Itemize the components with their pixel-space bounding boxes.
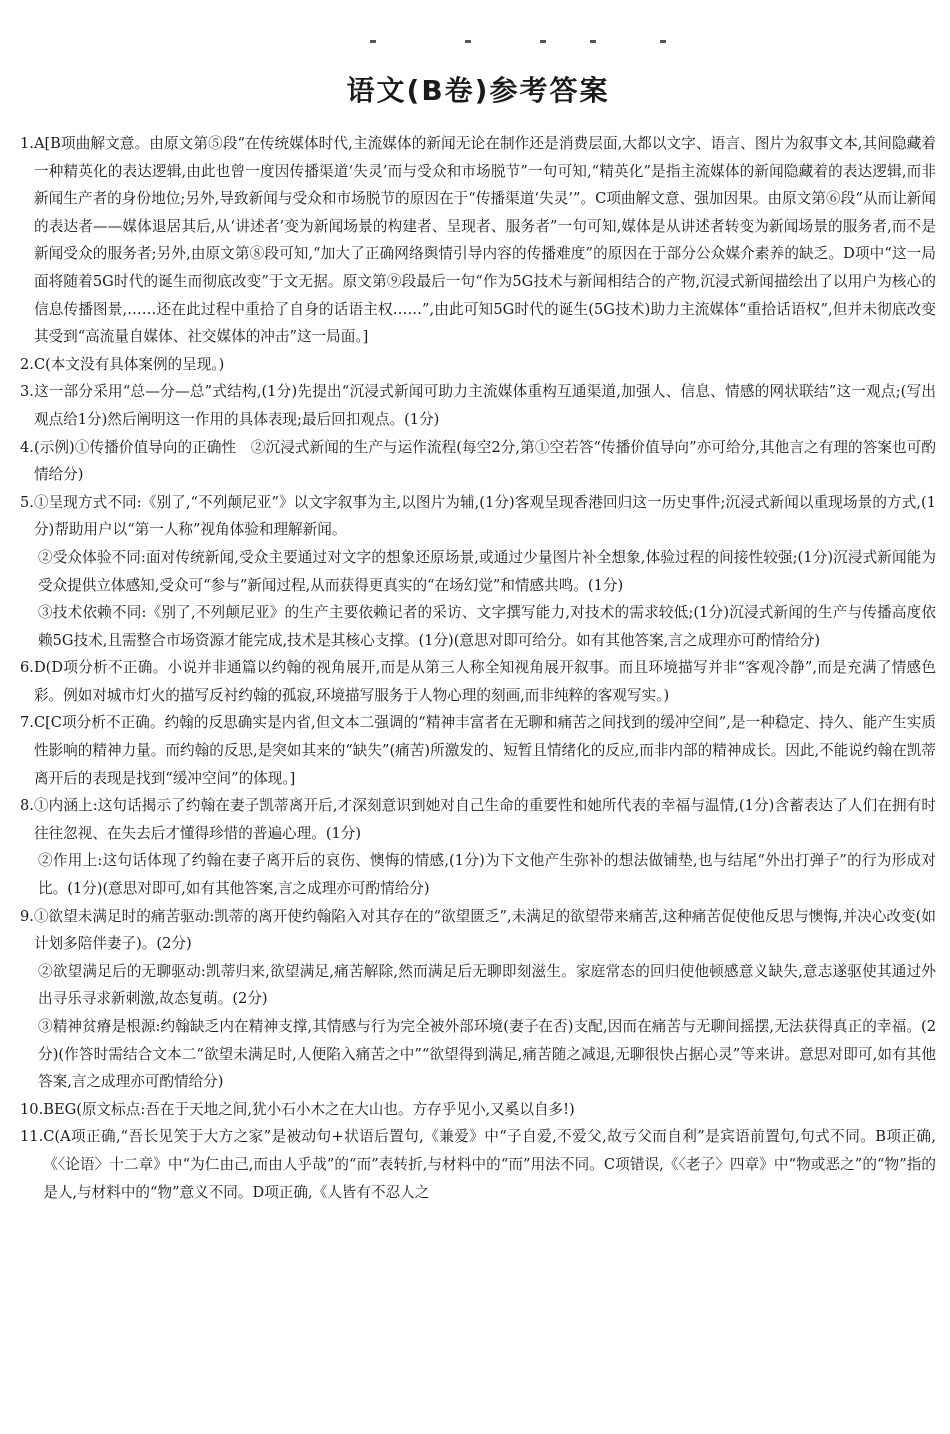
- answer-item-10: [20, 1096, 936, 1124]
- answer-item-4: [20, 434, 936, 489]
- answer-item-11: [20, 1123, 936, 1206]
- answer-number: 10.: [20, 1100, 44, 1118]
- answer-text: ①欲望未满足时的痛苦驱动:凯蒂的离开使约翰陷入对其存在的“欲望匮乏”,未满足的欲望带来痛苦,这种痛苦促使他反思与懊悔,并决心改变(如计划多陪伴妻子)。(2分): [33, 907, 936, 953]
- answer-sub-paragraph: ③技术依赖不同:《别了,不列颠尼亚》的生产主要依赖记者的采访、文字撰写能力,对技术的需求较低;(1分)沉浸式新闻的生产与传播高度依赖5G技术,且需整合市场资源才能完成,技术是其核心支撑。(1分)(意思对即可给分。如有其他答案,言之成理亦可酌情给分): [38, 604, 936, 649]
- answer-text: ①呈现方式不同:《别了,“不列颠尼亚”》以文字叙事为主,以图片为辅,(1分)客观呈现香港回归这一历史事件;沉浸式新闻以重现场景的方式,(1分)帮助用户以“第一人称”视角体验和理解新闻。: [33, 493, 936, 539]
- answer-number: 11.: [20, 1128, 44, 1146]
- answer-item-6: [20, 654, 936, 709]
- answer-item-5: [20, 489, 936, 544]
- answer-item-8: [20, 792, 936, 847]
- answer-text: 这一部分采用“总—分—总”式结构,(1分)先提出“沉浸式新闻可助力主流媒体重构互通渠道,加强人、信息、情感的网状联结”这一观点;(写出观点给1分)然后阐明这一作用的具体表现;最后回扣观点。(1分): [33, 383, 936, 428]
- answer-text: C(本文没有具体案例的呈现。): [33, 355, 225, 373]
- answer-number: 4.: [20, 438, 34, 456]
- answer-list: [20, 130, 936, 1206]
- header-marks: [20, 0, 936, 40]
- answer-text: BEG(原文标点:吾在于天地之间,犹小石小木之在大山也。方存乎见小,又奚以自多!): [43, 1100, 575, 1118]
- answer-item-9: [20, 903, 936, 958]
- answer-number: 7.: [20, 714, 34, 732]
- answer-number: 2.: [20, 355, 34, 373]
- answer-sub-paragraph: ②受众体验不同:面对传统新闻,受众主要通过对文字的想象还原场景,或通过少量图片补全想象,体验过程的间接性较强;(1分)沉浸式新闻能为受众提供立体感知,受众可“参与”新闻过程,从而获得更真实的“在场幻觉”和情感共鸣。(1分): [38, 548, 936, 594]
- answer-text: ①内涵上:这句话揭示了约翰在妻子凯蒂离开后,才深刻意识到她对自己生命的重要性和她所代表的幸福与温情,(1分)含蓄表达了人们在拥有时往往忽视、在失去后才懂得珍惜的普遍心理。(1分): [33, 797, 936, 842]
- answer-item-7: [20, 709, 936, 792]
- answer-number: 9.: [20, 907, 34, 925]
- answer-text: C(A项正确,“吾长见笑于大方之家”是被动句+状语后置句,《兼爱》中“子自爱,不爱父,故亏父而自利”是宾语前置句,句式不同。B项正确,《〈论语〉十二章》中“为仁由己,而由人乎哉”的“而”表转折,与材料中的“而”用法不同。C项错误,《〈老子〉四章》中“物或恶之”的“物”指的是人,与材料中的“物”意义不同。D项正确,《人皆有不忍人之: [43, 1128, 936, 1201]
- answer-text: D(D项分析不正确。小说并非通篇以约翰的视角展开,而是从第三人称全知视角展开叙事。而且环境描写并非“客观冷静”,而是充满了情感色彩。例如对城市灯火的描写反衬约翰的孤寂,环境描写服务于人物心理的刻画,而非纯粹的客观写实。): [33, 659, 936, 704]
- page-title: 语文(B卷)参考答案: [346, 74, 610, 107]
- answer-text: C[C项分析不正确。约翰的反思确实是内省,但文本二强调的“精神丰富者在无聊和痛苦之间找到的缓冲空间”,是一种稳定、持久、能产生实质性影响的精神力量。而约翰的反思,是突如其来的“缺失”(痛苦)所激发的、短暂且情绪化的反应,而非内部的精神成长。因此,不能说约翰在凯蒂离开后的表现是找到“缓冲空间”的体现。]: [33, 714, 936, 787]
- answer-number: 6.: [20, 659, 34, 677]
- answer-number: 3.: [20, 383, 34, 401]
- answer-item-1: [20, 130, 936, 351]
- answer-sub-paragraph: ③精神贫瘠是根源:约翰缺乏内在精神支撑,其情感与行为完全被外部环境(妻子在否)支配,因而在痛苦与无聊间摇摆,无法获得真正的幸福。(2分)(作答时需结合文本二“欲望未满足时,人便陷入痛苦之中”“欲望得到满足,痛苦随之减退,无聊很快占据心灵”等来讲。意思对即可,如有其他答案,言之成理亦可酌情给分): [38, 1018, 936, 1091]
- answer-number: 1.: [20, 135, 34, 152]
- answer-text: (示例)①传播价值导向的正确性 ②沉浸式新闻的生产与运作流程(每空2分,第①空若答“传播价值导向”亦可给分,其他言之有理的答案也可酌情给分): [33, 438, 936, 484]
- answer-number: 8.: [20, 797, 34, 815]
- answer-item-2: [20, 351, 936, 379]
- answer-number: 5.: [20, 493, 34, 511]
- answer-sub-paragraph: ②作用上:这句话体现了约翰在妻子离开后的哀伤、懊悔的情感,(1分)为下文他产生弥补的想法做铺垫,也与结尾“外出打弹子”的行为形成对比。(1分)(意思对即可,如有其他答案,言之成理亦可酌情给分): [38, 852, 936, 898]
- answer-item-3: [20, 378, 936, 433]
- answer-sub-paragraph: ②欲望满足后的无聊驱动:凯蒂归来,欲望满足,痛苦解除,然而满足后无聊即刻滋生。家庭常态的回归使他顿感意义缺失,意志遂驱使其通过外出寻乐寻求新刺激,故态复萌。(2分): [38, 962, 936, 1008]
- answer-text: A[B项曲解文意。由原文第⑤段“在传统媒体时代,主流媒体的新闻无论在制作还是消费层面,大都以文字、语言、图片为叙事文本,其间隐藏着一种精英化的表达逻辑,由此也曾一度因传播渠道‘失灵’而与受众和市场脱节”一句可知,“精英化”是指主流媒体的新闻隐藏着的表达逻辑,而非新闻生产者的身份地位;另外,导致新闻与受众和市场脱节的原因在于“传播渠道‘失灵’”。C项曲解文意、强加因果。由原文第⑥段“从而让新闻的表达者——媒体退居其后,从‘讲述者’变为新闻场景的构建者、呈现者、服务者”一句可知,媒体是从讲述者转变为新闻场景的服务者,而不是新闻受众的服务者;另外,由原文第⑧段可知,“加大了正确网络舆情引导内容的传播难度”的原因在于部分公众媒介素养的缺乏。D项中“这一局面将随着5G时代的诞生而彻底改变”于文无据。原文第⑨段最后一句“作为5G技术与新闻相结合的产物,沉浸式新闻描绘出了以用户为核心的信息传播图景,……还在此过程中重拾了自身的话语主权……”,由此可知5G时代的诞生(5G技术)助力主流媒体“重拾话语权”,但并未彻底改变其受到“高流量自媒体、社交媒体的冲击”这一局面。]: [33, 135, 936, 346]
